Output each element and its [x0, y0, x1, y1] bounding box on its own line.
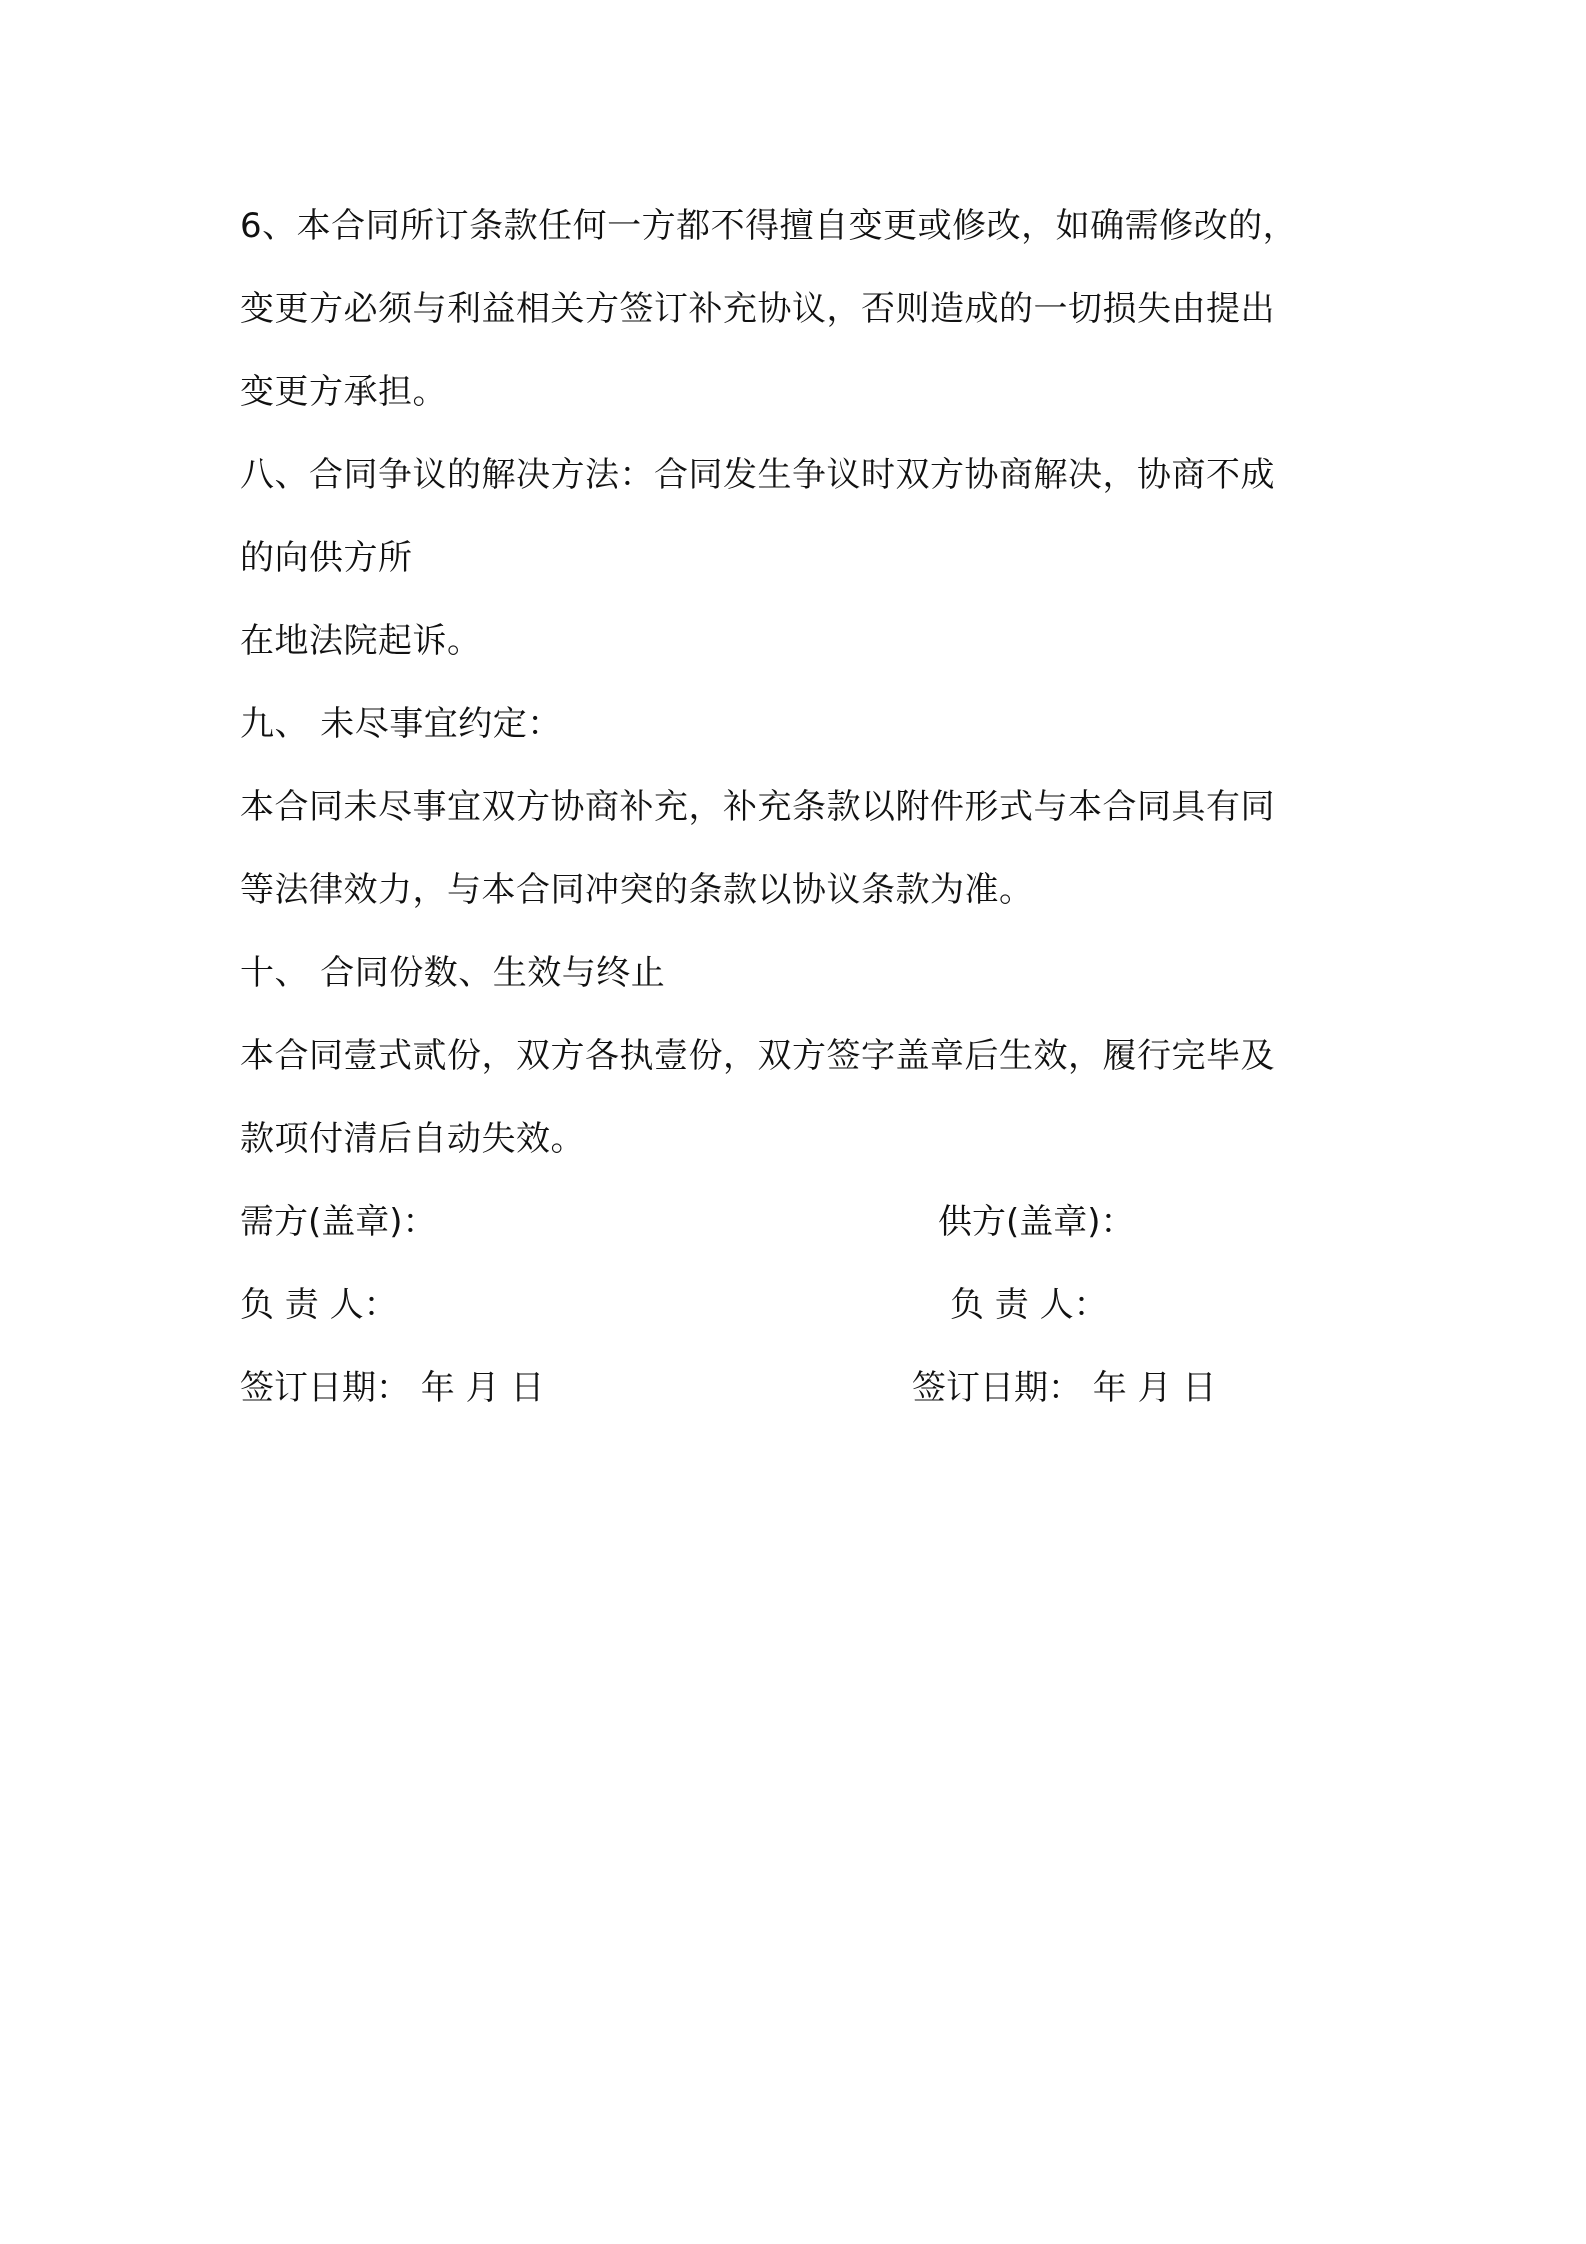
- buyer-date-label: 签订日期： 年 月 日: [240, 1368, 545, 1408]
- clause-6-line-3: 变更方承担。: [240, 372, 447, 412]
- buyer-seal-label: 需方(盖章)：: [240, 1202, 437, 1242]
- supplier-date-label: 签订日期： 年 月 日: [912, 1368, 1217, 1408]
- clause-6-line-1: 6、本合同所订条款任何一方都不得擅自变更或修改，如确需修改的，: [240, 206, 1298, 246]
- section-8-line-2: 的向供方所: [240, 538, 413, 578]
- section-9-line-2: 等法律效力，与本合同冲突的条款以协议条款为准。: [240, 870, 1034, 910]
- section-9-line-1: 本合同未尽事宜双方协商补充，补充条款以附件形式与本合同具有同: [240, 787, 1275, 827]
- section-10-line-1: 本合同壹式贰份，双方各执壹份，双方签字盖章后生效，履行完毕及: [240, 1036, 1275, 1076]
- section-8-line-3: 在地法院起诉。: [240, 621, 482, 661]
- section-8-line-1: 八、合同争议的解决方法：合同发生争议时双方协商解决，协商不成: [240, 455, 1275, 495]
- buyer-person-label: 负 责 人：: [240, 1285, 398, 1325]
- clause-6-line-2: 变更方必须与利益相关方签订补充协议，否则造成的一切损失由提出: [240, 289, 1275, 329]
- section-9-heading: 九、 未尽事宜约定：: [240, 704, 562, 744]
- supplier-seal-label: 供方(盖章)：: [938, 1202, 1135, 1242]
- supplier-person-label: 负 责 人：: [950, 1285, 1108, 1325]
- section-10-heading: 十、 合同份数、生效与终止: [240, 953, 666, 993]
- section-10-line-2: 款项付清后自动失效。: [240, 1119, 585, 1159]
